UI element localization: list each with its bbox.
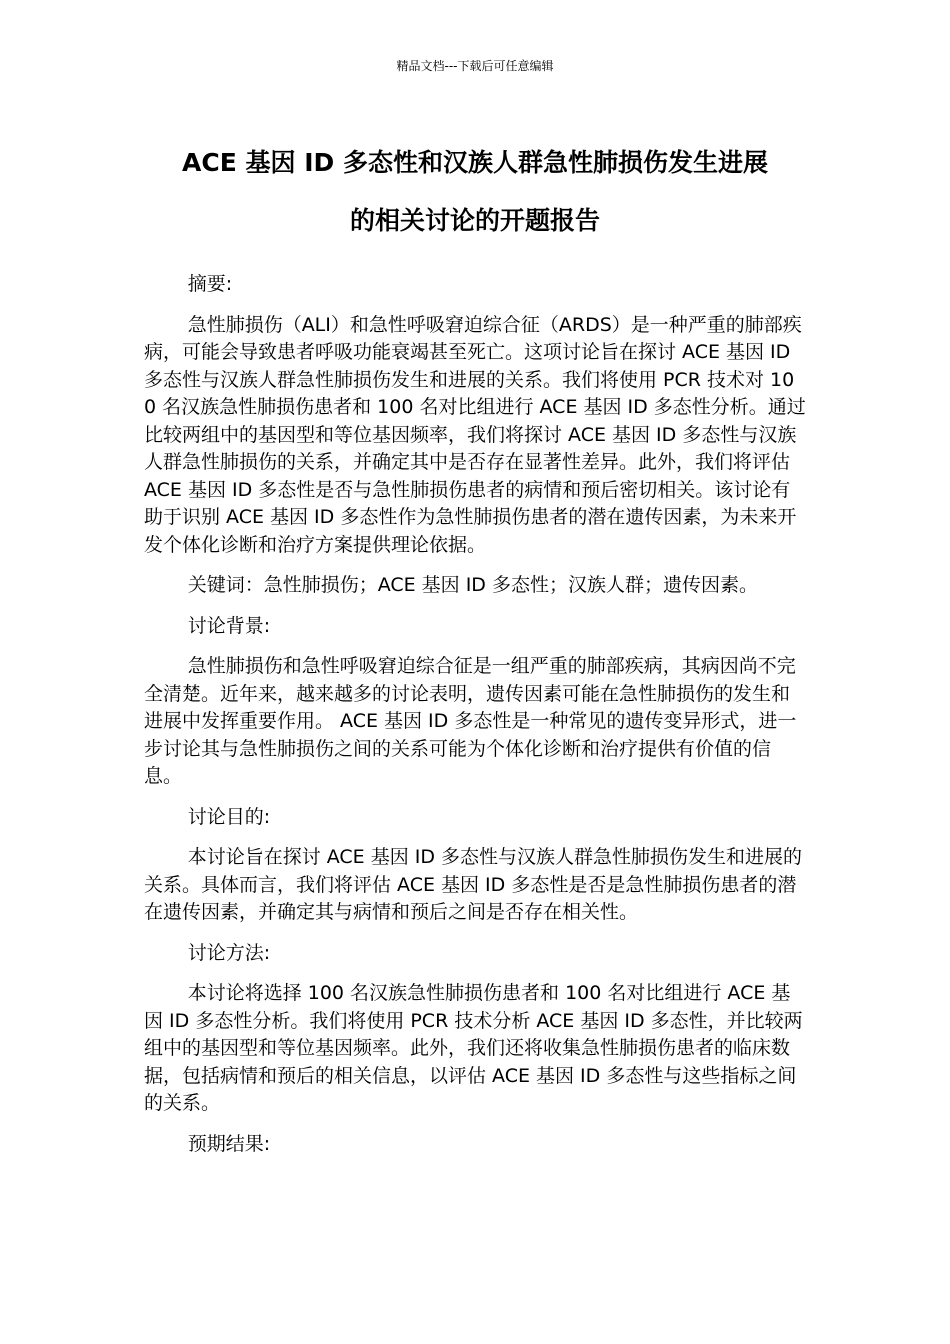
method-heading: 讨论方法: xyxy=(187,941,271,964)
title-line-2: 的相关讨论的开题报告 xyxy=(349,206,600,235)
abstract-paragraph: 急性肺损伤（ALI）和急性呼吸窘迫综合征（ARDS）是一种严重的肺部疾病，可能会导致患者呼吸功能衰竭甚至死亡。这项讨论旨在探讨 ACE 基因 ID 多态性与汉族人群急性肺损伤发生和进展的关系。我们将使用 PCR 技术对 100 名汉族急性肺损伤患者和 100 名对比组进行 ACE 基因 ID 多态性分析。通过比较两组中的基因型和等位基因频率，我们将探讨 ACE 基因 ID 多态性与汉族人群急性肺损伤的关系，并确定其中是否存在显著性差异。此外，我们将评估 ACE 基因 ID 多态性是否与急性肺损伤患者的病情和预后密切相关。该讨论有助于识别 ACE 基因 ID 多态性作为急性肺损伤患者的潜在遗传因素，为未来开发个体化诊断和治疗方案提供理论依据。 xyxy=(144,313,806,556)
background-paragraph: 急性肺损伤和急性呼吸窘迫综合征是一组严重的肺部疾病，其病因尚不完全清楚。近年来，越来越多的讨论表明，遗传因素可能在急性肺损伤的发生和进展中发挥重要作用。 ACE 基因 ID 多态性是一种常见的遗传变异形式，进一步讨论其与急性肺损伤之间的关系可能为个体化诊断和治疗提供有价值的信息。 xyxy=(144,655,797,787)
background-heading: 讨论背景: xyxy=(187,614,271,637)
expected-results-heading: 预期结果: xyxy=(187,1132,271,1155)
title-line-1: ACE 基因 ID 多态性和汉族人群急性肺损伤发生进展 xyxy=(182,148,768,177)
method-paragraph: 本讨论将选择 100 名汉族急性肺损伤患者和 100 名对比组进行 ACE 基因 ID 多态性分析。我们将使用 PCR 技术分析 ACE 基因 ID 多态性，并比较两组中的基因型和等位基因频率。此外，我们还将收集急性肺损伤患者的临床数据，包括病情和预后的相关信息，以评估 ACE 基因 ID 多态性与这些指标之间的关系。 xyxy=(144,982,803,1114)
keywords-line: 关键词：急性肺损伤；ACE 基因 ID 多态性；汉族人群；遗传因素。 xyxy=(187,574,758,596)
abstract-heading: 摘要: xyxy=(187,273,233,295)
header-note: 精品文档---下载后可任意编辑 xyxy=(396,59,554,73)
purpose-paragraph: 本讨论旨在探讨 ACE 基因 ID 多态性与汉族人群急性肺损伤发生和进展的关系。具体而言，我们将评估 ACE 基因 ID 多态性是否是急性肺损伤患者的潜在遗传因素，并确定其与病情和预后之间是否存在相关性。 xyxy=(144,846,803,923)
document-body xyxy=(144,271,806,1171)
purpose-heading: 讨论目的: xyxy=(187,805,271,828)
document-title xyxy=(144,134,806,250)
